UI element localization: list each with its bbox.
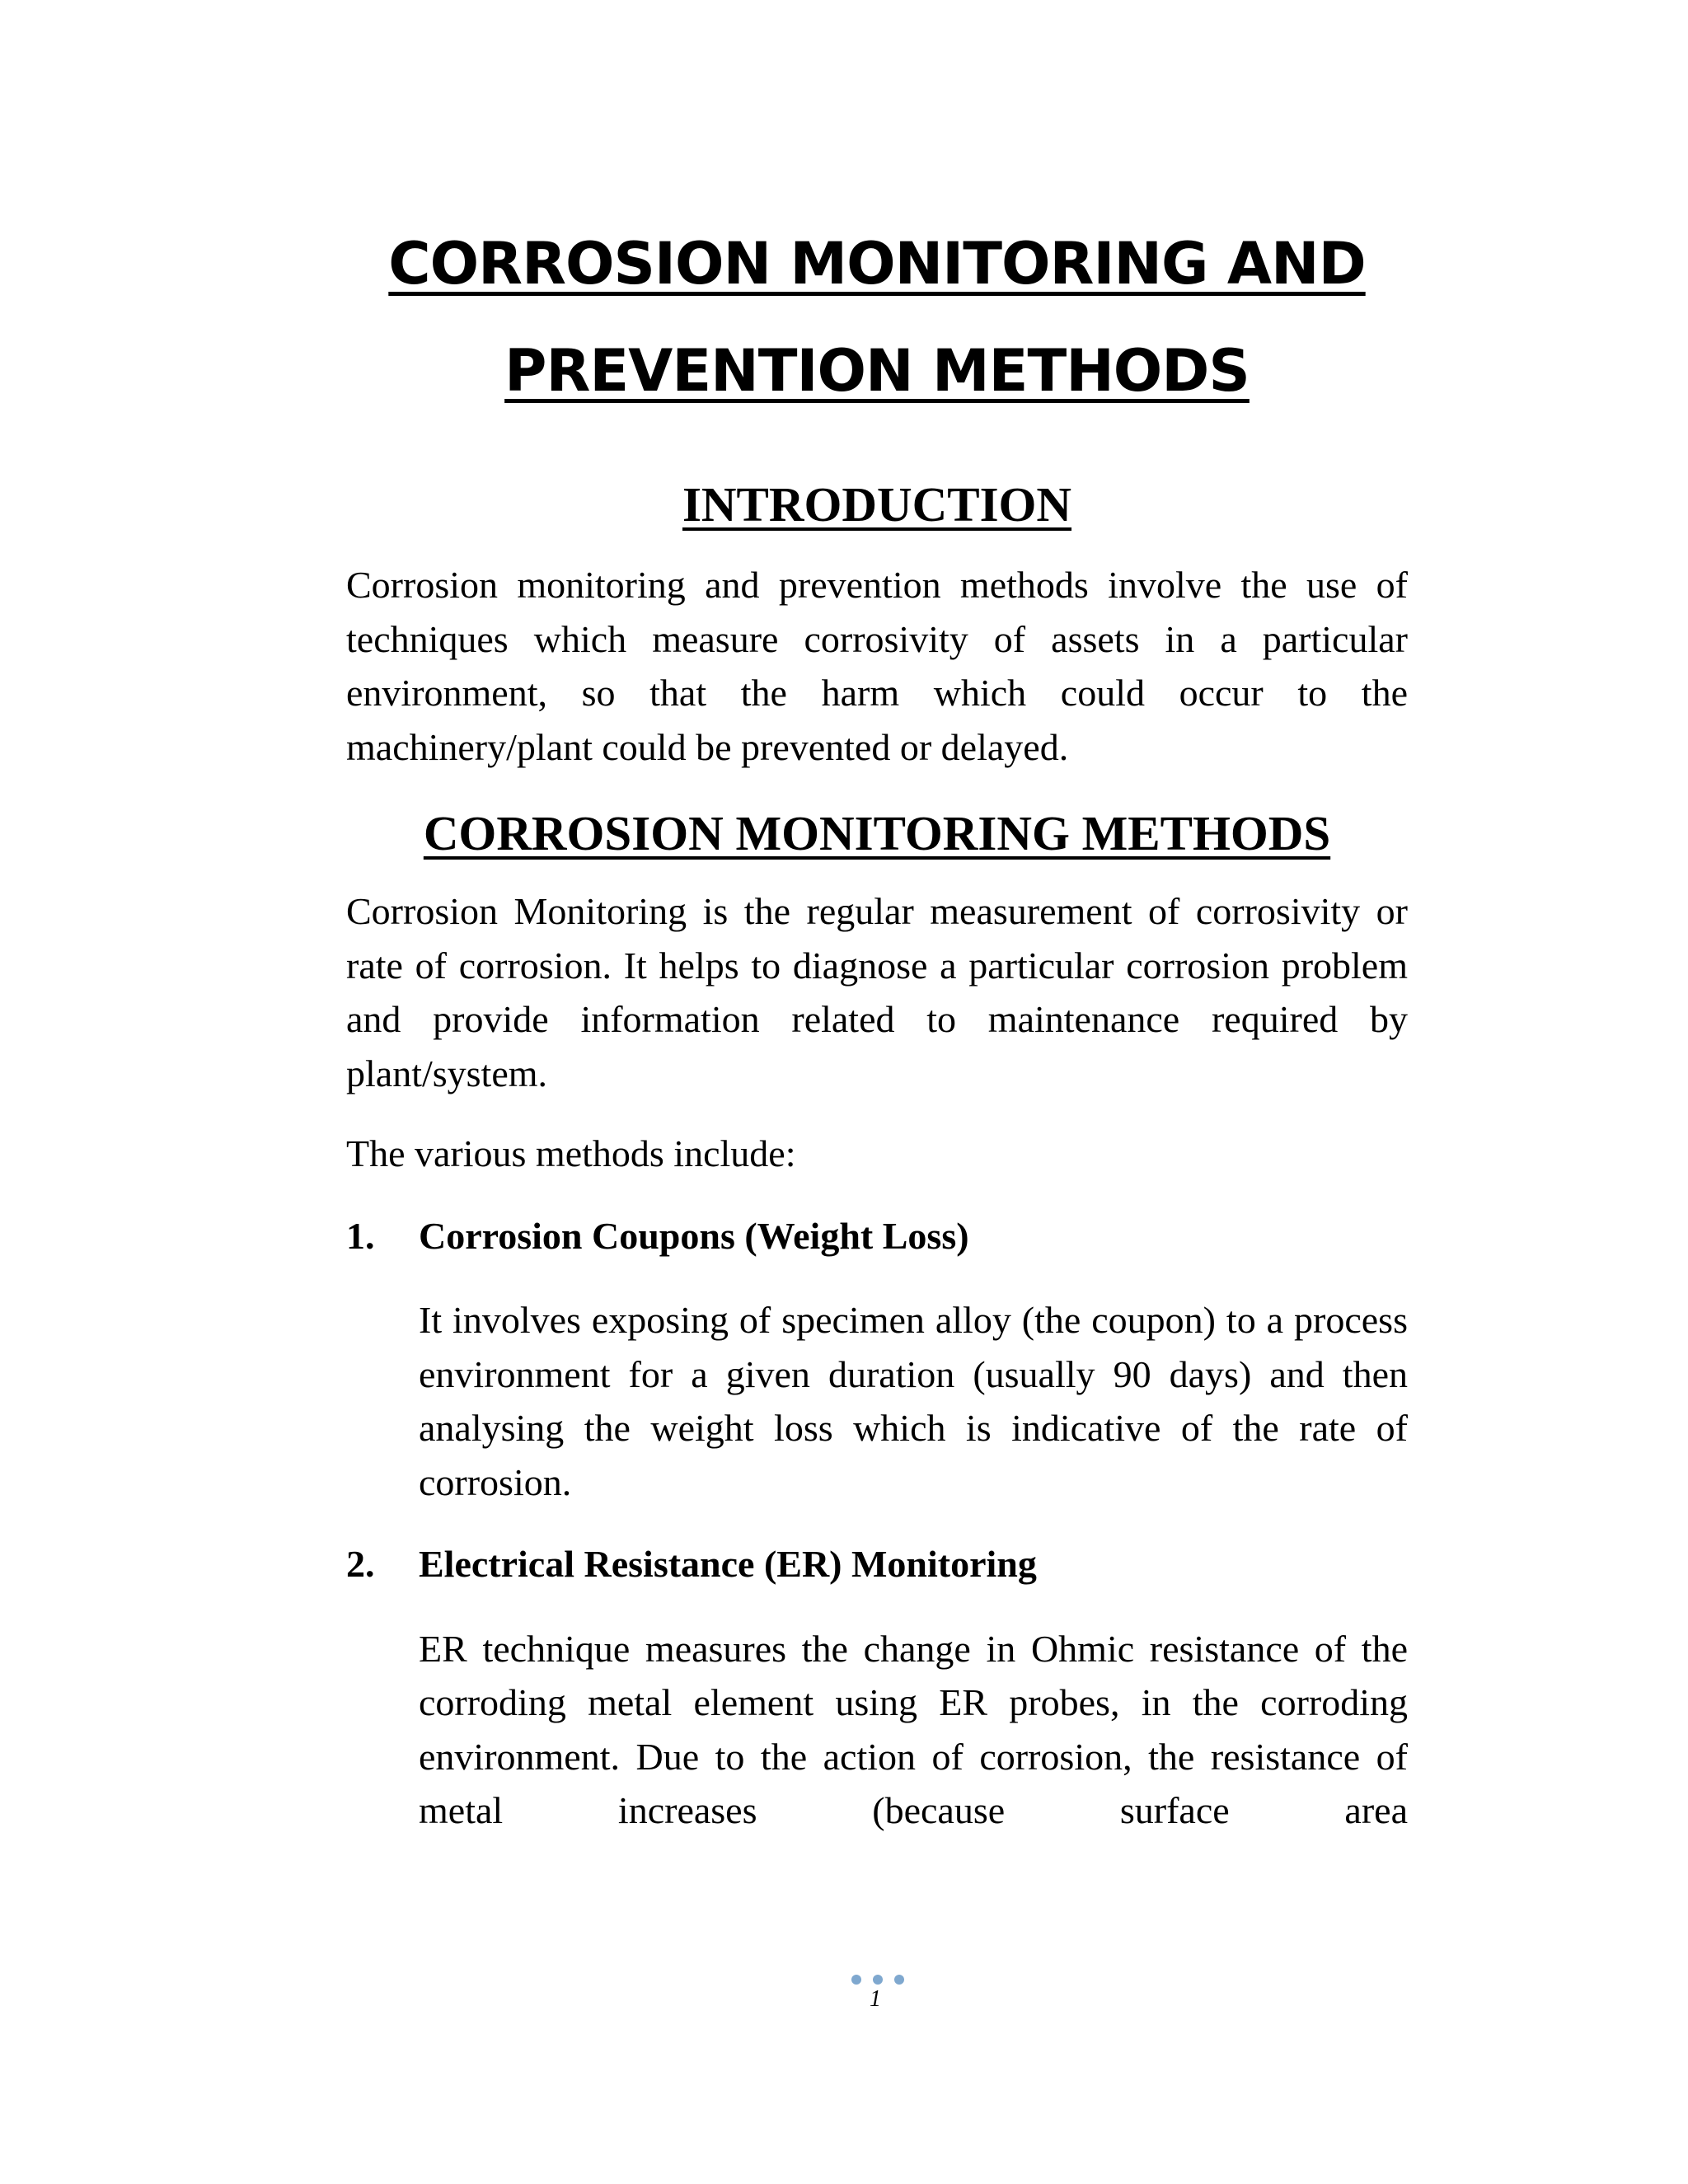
methods-intro-text: The various methods include: xyxy=(346,1132,796,1174)
list-item-title: Electrical Resistance (ER) Monitoring xyxy=(419,1543,1037,1585)
list-item-corrosion-coupons xyxy=(346,1209,1408,1510)
list-item-heading xyxy=(346,1537,1408,1591)
monitoring-methods-heading: CORROSION MONITORING METHODS xyxy=(423,806,1331,860)
document-title-line-1: CORROSION MONITORING AND xyxy=(388,230,1366,298)
page-number: 1 xyxy=(870,1986,881,2012)
footer-dot xyxy=(873,1975,883,1985)
list-item-text: It involves exposing of specimen alloy (the coupon) to a process environment for a given duration (usually 90 days) and then analysing the weight loss which is indicative of the rate of corrosion. xyxy=(419,1299,1408,1503)
introduction-heading: INTRODUCTION xyxy=(682,477,1072,532)
document-title-line-2: PREVENTION METHODS xyxy=(504,337,1250,405)
list-item-title: Corrosion Coupons (Weight Loss) xyxy=(419,1214,969,1257)
footer-dots-ornament xyxy=(851,1975,904,1985)
footer-dot xyxy=(851,1975,861,1985)
list-item-text: ER technique measures the change in Ohmic resistance of the corroding metal element using ER probes, in the corroding environment. Due to the action of corrosion, the resistance of metal increases (because surface area xyxy=(419,1627,1408,1831)
footer-dot xyxy=(894,1975,904,1985)
document-page xyxy=(346,0,1408,1838)
document-title xyxy=(346,0,1408,424)
list-item-heading xyxy=(346,1209,1408,1263)
list-item-electrical-resistance xyxy=(346,1537,1408,1838)
list-item-number: 2. xyxy=(346,1543,375,1585)
monitoring-paragraph: Corrosion Monitoring is the regular measurement of corrosivity or rate of corrosion. It helps to diagnose a particular corrosion problem and provide information related to maintenance required by plant/system. xyxy=(346,890,1408,1094)
introduction-paragraph: Corrosion monitoring and prevention methods involve the use of techniques which measure corrosivity of assets in a particular environment, so that the harm which could occur to the machinery/plant could be prevented or delayed. xyxy=(346,564,1408,768)
list-item-number: 1. xyxy=(346,1214,375,1257)
